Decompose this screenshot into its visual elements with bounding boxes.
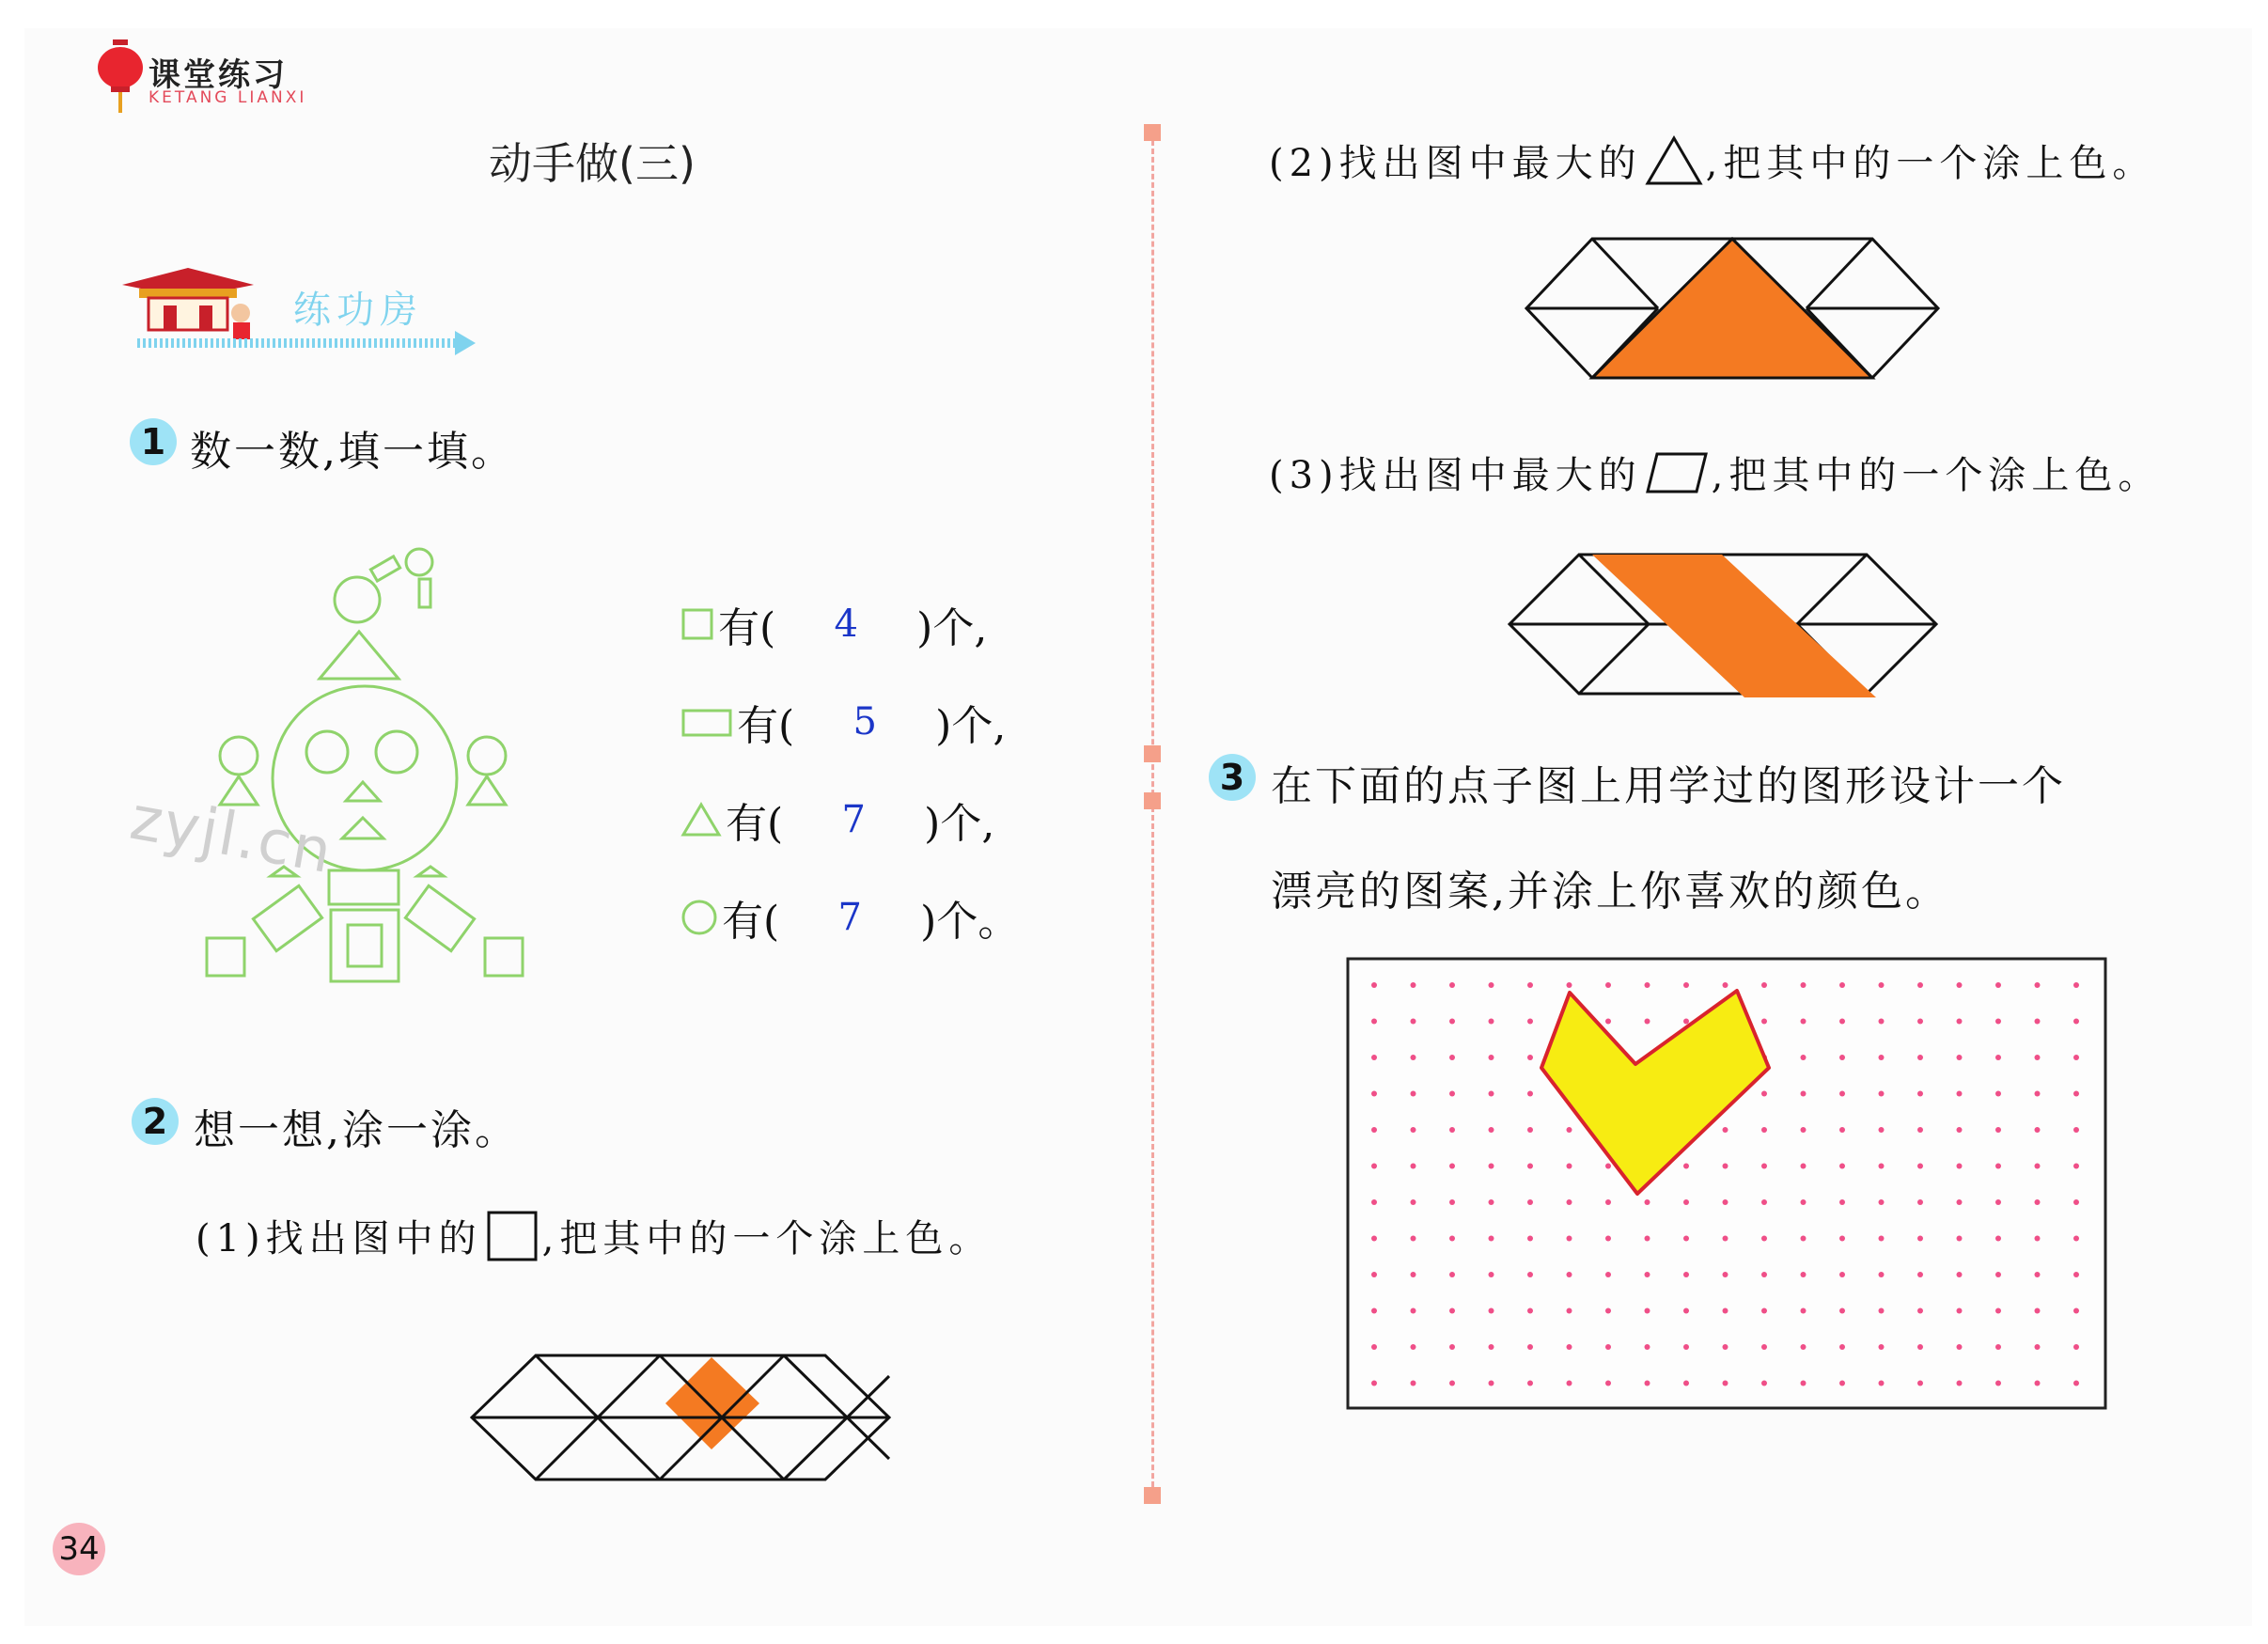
grid-dot bbox=[1449, 1236, 1455, 1242]
question-number-3: 3 bbox=[1209, 754, 1256, 801]
grid-dot bbox=[1917, 1164, 1923, 1169]
grid-dot bbox=[2035, 1199, 2041, 1205]
grid-dot bbox=[1879, 1381, 1885, 1386]
grid-dot bbox=[1723, 1381, 1728, 1386]
grid-dot bbox=[1527, 1164, 1533, 1169]
grid-dot bbox=[1527, 1091, 1533, 1097]
grid-dot bbox=[1605, 982, 1611, 988]
brand-title: 课堂练习 bbox=[149, 56, 288, 94]
grid-dot bbox=[1567, 1199, 1572, 1205]
triangle-outline-icon bbox=[1644, 134, 1704, 187]
grid-dot bbox=[1683, 1236, 1689, 1242]
grid-dot bbox=[1567, 1344, 1572, 1350]
grid-dot bbox=[1839, 1019, 1845, 1025]
grid-dot bbox=[1489, 1344, 1494, 1350]
grid-dot bbox=[1527, 1272, 1533, 1277]
grid-dot bbox=[1957, 1127, 1963, 1133]
grid-dot bbox=[1995, 1236, 2001, 1242]
grid-dot bbox=[1567, 1381, 1572, 1386]
grid-dot bbox=[1879, 1236, 1885, 1242]
grid-dot bbox=[2035, 1381, 2041, 1386]
grid-dot bbox=[1527, 1308, 1533, 1314]
count-suffix: )个, bbox=[924, 800, 995, 848]
grid-dot bbox=[1449, 1344, 1455, 1350]
question-number-2: 2 bbox=[132, 1098, 179, 1145]
grid-dot bbox=[1371, 1127, 1377, 1133]
grid-dot bbox=[1411, 1381, 1416, 1386]
grid-dot bbox=[2073, 1272, 2079, 1277]
count-answer-rectangle[interactable]: 5 bbox=[852, 700, 877, 744]
page-divider bbox=[1151, 132, 1154, 1504]
grid-dot bbox=[1645, 1308, 1650, 1314]
grid-dot bbox=[1371, 1236, 1377, 1242]
count-suffix: )个。 bbox=[920, 898, 1020, 946]
grid-dot bbox=[2035, 1127, 2041, 1133]
grid-dot bbox=[1683, 1308, 1689, 1314]
grid-dot bbox=[1371, 1164, 1377, 1169]
grid-dot bbox=[1527, 1127, 1533, 1133]
divider-mark bbox=[1144, 745, 1161, 762]
grid-dot bbox=[1995, 982, 2001, 988]
grid-dot bbox=[2035, 1019, 2041, 1025]
divider-mark bbox=[1144, 124, 1161, 141]
grid-dot bbox=[1801, 1381, 1807, 1386]
grid-dot bbox=[1995, 1164, 2001, 1169]
grid-dot bbox=[1957, 1091, 1963, 1097]
grid-dot bbox=[1371, 1344, 1377, 1350]
grid-dot bbox=[1527, 1019, 1533, 1025]
grid-dot bbox=[1761, 1019, 1767, 1025]
grid-dot bbox=[1411, 1344, 1416, 1350]
count-answer-triangle[interactable]: 7 bbox=[841, 798, 866, 841]
grid-dot bbox=[1683, 1199, 1689, 1205]
grid-dot bbox=[1411, 1019, 1416, 1025]
grid-dot bbox=[1567, 1272, 1572, 1277]
grid-dot bbox=[1917, 1344, 1923, 1350]
grid-dot bbox=[1957, 1019, 1963, 1025]
grid-dot bbox=[1839, 1381, 1845, 1386]
part-1-before: (1)找出图中的 bbox=[196, 1217, 482, 1260]
grid-dot bbox=[1371, 1199, 1377, 1205]
grid-dot bbox=[1527, 1055, 1533, 1060]
grid-dot bbox=[1879, 1091, 1885, 1097]
grid-dot bbox=[1567, 982, 1572, 988]
grid-dot bbox=[1879, 1019, 1885, 1025]
grid-dot bbox=[2073, 1381, 2079, 1386]
grid-dot bbox=[2073, 1236, 2079, 1242]
question-2-part-1 bbox=[196, 1209, 992, 1262]
robot-shape-figure bbox=[197, 545, 555, 987]
divider-mark bbox=[1144, 792, 1161, 809]
grid-dot bbox=[1995, 1344, 2001, 1350]
grid-dot bbox=[1957, 982, 1963, 988]
page-title: 动手做(三) bbox=[489, 138, 696, 189]
section-title: 练功房 bbox=[293, 289, 423, 332]
grid-dot bbox=[1411, 982, 1416, 988]
grid-dot bbox=[1839, 1091, 1845, 1097]
grid-dot bbox=[1567, 1164, 1572, 1169]
grid-dot bbox=[1995, 1019, 2001, 1025]
grid-dot bbox=[1761, 1308, 1767, 1314]
grid-dot bbox=[1801, 1055, 1807, 1060]
parallelogram-outline-icon bbox=[1644, 450, 1710, 495]
grid-dot bbox=[1371, 1272, 1377, 1277]
grid-dot bbox=[1957, 1236, 1963, 1242]
grid-dot bbox=[1761, 1236, 1767, 1242]
part-3-after: ,把其中的一个涂上色。 bbox=[1711, 454, 2162, 497]
grid-dot bbox=[1761, 1199, 1767, 1205]
grid-dot bbox=[2073, 1344, 2079, 1350]
grid-dot bbox=[1371, 982, 1377, 988]
part-1-after: ,把其中的一个涂上色。 bbox=[541, 1217, 993, 1260]
grid-dot bbox=[1801, 1091, 1807, 1097]
grid-dot bbox=[1879, 1127, 1885, 1133]
grid-dot bbox=[1527, 1344, 1533, 1350]
grid-dot bbox=[1995, 1055, 2001, 1060]
divider-mark bbox=[1144, 1487, 1161, 1504]
grid-dot bbox=[1995, 1272, 2001, 1277]
question-2-text: 想一想,涂一涂。 bbox=[194, 1106, 519, 1154]
grid-dot bbox=[1839, 1164, 1845, 1169]
count-row-circle bbox=[680, 887, 1019, 947]
grid-dot bbox=[1489, 1308, 1494, 1314]
grid-dot bbox=[1957, 1381, 1963, 1386]
grid-dot bbox=[1957, 1055, 1963, 1060]
grid-dot bbox=[1995, 1127, 2001, 1133]
grid-dot bbox=[1371, 1019, 1377, 1025]
brand-pinyin: KETANG LIANXI bbox=[149, 88, 307, 107]
grid-dot bbox=[2035, 982, 2041, 988]
grid-dot bbox=[1839, 1344, 1845, 1350]
grid-dot bbox=[1411, 1272, 1416, 1277]
grid-dot bbox=[1411, 1055, 1416, 1060]
grid-dot bbox=[1605, 1381, 1611, 1386]
grid-dot bbox=[1839, 1236, 1845, 1242]
grid-dot bbox=[1449, 1308, 1455, 1314]
part-3-before: (3)找出图中最大的 bbox=[1269, 454, 1642, 497]
grid-dot bbox=[1449, 1199, 1455, 1205]
lantern-icon bbox=[96, 39, 145, 113]
grid-dot bbox=[1917, 1127, 1923, 1133]
grid-dot bbox=[1371, 1308, 1377, 1314]
grid-dot bbox=[1761, 1164, 1767, 1169]
grid-dot bbox=[1957, 1164, 1963, 1169]
grid-dot bbox=[1411, 1308, 1416, 1314]
tiling-figure-2 bbox=[1525, 231, 1947, 391]
question-2-part-2 bbox=[1269, 133, 2155, 187]
part-2-after: ,把其中的一个涂上色。 bbox=[1705, 142, 2156, 185]
grid-dot bbox=[1839, 1055, 1845, 1060]
tiling-figure-1 bbox=[470, 1354, 902, 1495]
grid-dot bbox=[1879, 982, 1885, 988]
grid-dot bbox=[1879, 1055, 1885, 1060]
grid-dot bbox=[1839, 1272, 1845, 1277]
grid-dot bbox=[1723, 1164, 1728, 1169]
grid-dot bbox=[1489, 982, 1494, 988]
grid-dot bbox=[1489, 1272, 1494, 1277]
grid-dot bbox=[1723, 1308, 1728, 1314]
grid-dot bbox=[1683, 1344, 1689, 1350]
grid-dot bbox=[1761, 982, 1767, 988]
grid-dot bbox=[1683, 1019, 1689, 1025]
grid-dot bbox=[1449, 1381, 1455, 1386]
square-icon bbox=[680, 607, 714, 641]
grid-dot bbox=[1683, 1272, 1689, 1277]
grid-dot bbox=[1917, 1199, 1923, 1205]
grid-dot bbox=[1917, 1381, 1923, 1386]
grid-dot bbox=[2035, 1164, 2041, 1169]
grid-dot bbox=[1489, 1199, 1494, 1205]
grid-dot bbox=[2035, 1236, 2041, 1242]
grid-dot bbox=[1917, 1055, 1923, 1060]
page-number: 34 bbox=[53, 1523, 105, 1575]
grid-dot bbox=[1801, 1127, 1807, 1133]
count-suffix: )个, bbox=[916, 604, 988, 652]
tiling-figure-3 bbox=[1508, 549, 1949, 699]
grid-dot bbox=[2073, 1019, 2079, 1025]
grid-dot bbox=[1449, 982, 1455, 988]
grid-dot bbox=[1801, 1308, 1807, 1314]
grid-dot bbox=[1411, 1127, 1416, 1133]
grid-dot bbox=[1411, 1091, 1416, 1097]
grid-dot bbox=[1605, 1308, 1611, 1314]
grid-dot bbox=[1489, 1164, 1494, 1169]
grid-dot bbox=[1957, 1344, 1963, 1350]
grid-dot bbox=[1449, 1164, 1455, 1169]
grid-dot bbox=[2035, 1055, 2041, 1060]
grid-dot bbox=[1605, 1199, 1611, 1205]
grid-dot bbox=[1489, 1055, 1494, 1060]
grid-dot bbox=[1371, 1055, 1377, 1060]
grid-dot bbox=[1683, 982, 1689, 988]
grid-dot bbox=[1645, 1236, 1650, 1242]
grid-dot bbox=[1605, 1164, 1611, 1169]
grid-dot bbox=[2073, 1199, 2079, 1205]
grid-dot bbox=[1527, 1199, 1533, 1205]
grid-dot bbox=[1801, 1272, 1807, 1277]
grid-dot bbox=[1527, 1381, 1533, 1386]
grid-dot bbox=[2035, 1308, 2041, 1314]
grid-dot bbox=[1957, 1199, 1963, 1205]
grid-dot bbox=[1449, 1019, 1455, 1025]
grid-dot bbox=[1605, 1272, 1611, 1277]
count-answer-square[interactable]: 4 bbox=[834, 603, 858, 646]
question-3-line-1: 在下面的点子图上用学过的图形设计一个 bbox=[1271, 762, 2066, 810]
grid-dot bbox=[1917, 1236, 1923, 1242]
grid-dot bbox=[1801, 1164, 1807, 1169]
dot-grid-drawing bbox=[1344, 955, 2124, 1416]
grid-dot bbox=[1723, 1127, 1728, 1133]
grid-dot bbox=[1527, 982, 1533, 988]
grid-dot bbox=[1879, 1272, 1885, 1277]
question-1-text: 数一数,填一填。 bbox=[190, 428, 515, 476]
grid-dot bbox=[1839, 982, 1845, 988]
grid-dot bbox=[1645, 1272, 1650, 1277]
question-3-line-2: 漂亮的图案,并涂上你喜欢的颜色。 bbox=[1271, 868, 1949, 916]
grid-dot bbox=[1411, 1236, 1416, 1242]
grid-dot bbox=[1839, 1127, 1845, 1133]
grid-dot bbox=[1489, 1019, 1494, 1025]
grid-dot bbox=[1605, 1344, 1611, 1350]
triangle-icon bbox=[680, 802, 722, 838]
grid-dot bbox=[1567, 1127, 1572, 1133]
count-row-rectangle bbox=[680, 692, 1006, 752]
grid-dot bbox=[1489, 1236, 1494, 1242]
grid-dot bbox=[1723, 1272, 1728, 1277]
watermark-text: zyjl.cn bbox=[125, 783, 338, 888]
grid-dot bbox=[1995, 1199, 2001, 1205]
count-prefix: 有( bbox=[737, 702, 795, 750]
question-2-part-3 bbox=[1269, 446, 2161, 499]
grid-dot bbox=[1489, 1381, 1494, 1386]
grid-dot bbox=[1605, 1236, 1611, 1242]
grid-dot bbox=[1761, 1091, 1767, 1097]
grid-dot bbox=[1761, 1344, 1767, 1350]
grid-dot bbox=[2035, 1091, 2041, 1097]
section-underline bbox=[137, 329, 476, 357]
grid-dot bbox=[1527, 1236, 1533, 1242]
grid-dot bbox=[2035, 1344, 2041, 1350]
grid-dot bbox=[1371, 1091, 1377, 1097]
grid-dot bbox=[1801, 1344, 1807, 1350]
grid-dot bbox=[1995, 1381, 2001, 1386]
grid-dot bbox=[1411, 1164, 1416, 1169]
grid-dot bbox=[1879, 1344, 1885, 1350]
grid-dot bbox=[1761, 1272, 1767, 1277]
grid-dot bbox=[1449, 1272, 1455, 1277]
grid-dot bbox=[2073, 1091, 2079, 1097]
grid-dot bbox=[1449, 1127, 1455, 1133]
grid-dot bbox=[1605, 1019, 1611, 1025]
grid-dot bbox=[2073, 982, 2079, 988]
grid-dot bbox=[1761, 1381, 1767, 1386]
grid-dot bbox=[2073, 1055, 2079, 1060]
grid-dot bbox=[2073, 1127, 2079, 1133]
grid-dot bbox=[1761, 1127, 1767, 1133]
grid-dot bbox=[1995, 1308, 2001, 1314]
grid-dot bbox=[1567, 1308, 1572, 1314]
grid-dot bbox=[1723, 1236, 1728, 1242]
grid-dot bbox=[1839, 1199, 1845, 1205]
square-outline-icon bbox=[486, 1210, 539, 1262]
grid-dot bbox=[1879, 1164, 1885, 1169]
grid-dot bbox=[1645, 1381, 1650, 1386]
grid-dot bbox=[1723, 1344, 1728, 1350]
grid-dot bbox=[1879, 1308, 1885, 1314]
grid-dot bbox=[1645, 982, 1650, 988]
grid-dot bbox=[1917, 982, 1923, 988]
count-row-square bbox=[680, 594, 987, 654]
grid-dot bbox=[1801, 1236, 1807, 1242]
grid-dot bbox=[2073, 1308, 2079, 1314]
grid-dot bbox=[1723, 1199, 1728, 1205]
grid-dot bbox=[1683, 1164, 1689, 1169]
grid-dot bbox=[1801, 1199, 1807, 1205]
grid-dot bbox=[1449, 1091, 1455, 1097]
grid-dot bbox=[1371, 1381, 1377, 1386]
count-prefix: 有( bbox=[726, 800, 784, 848]
circle-icon bbox=[680, 899, 718, 936]
count-prefix: 有( bbox=[718, 604, 776, 652]
grid-dot bbox=[1801, 982, 1807, 988]
grid-dot bbox=[1917, 1091, 1923, 1097]
part-2-before: (2)找出图中最大的 bbox=[1269, 142, 1642, 185]
grid-dot bbox=[2035, 1272, 2041, 1277]
grid-dot bbox=[1683, 1381, 1689, 1386]
grid-dot bbox=[1645, 1019, 1650, 1025]
grid-dot bbox=[1411, 1199, 1416, 1205]
count-row-triangle bbox=[680, 790, 994, 850]
grid-dot bbox=[1917, 1272, 1923, 1277]
grid-dot bbox=[1801, 1019, 1807, 1025]
grid-dot bbox=[1995, 1091, 2001, 1097]
grid-dot bbox=[1879, 1199, 1885, 1205]
grid-dot bbox=[1449, 1055, 1455, 1060]
grid-dot bbox=[1917, 1019, 1923, 1025]
grid-dot bbox=[1957, 1308, 1963, 1314]
grid-dot bbox=[1645, 1344, 1650, 1350]
grid-dot bbox=[1957, 1272, 1963, 1277]
grid-dot bbox=[1489, 1091, 1494, 1097]
count-answer-circle[interactable]: 7 bbox=[837, 896, 862, 939]
count-prefix: 有( bbox=[722, 898, 780, 946]
grid-dot bbox=[1839, 1308, 1845, 1314]
grid-dot bbox=[1489, 1127, 1494, 1133]
count-suffix: )个, bbox=[935, 702, 1007, 750]
rectangle-icon bbox=[680, 705, 733, 739]
grid-dot bbox=[2073, 1164, 2079, 1169]
grid-dot bbox=[1645, 1199, 1650, 1205]
question-number-1: 1 bbox=[130, 418, 177, 465]
grid-dot bbox=[1723, 982, 1728, 988]
grid-dot bbox=[1567, 1236, 1572, 1242]
grid-dot bbox=[1917, 1308, 1923, 1314]
